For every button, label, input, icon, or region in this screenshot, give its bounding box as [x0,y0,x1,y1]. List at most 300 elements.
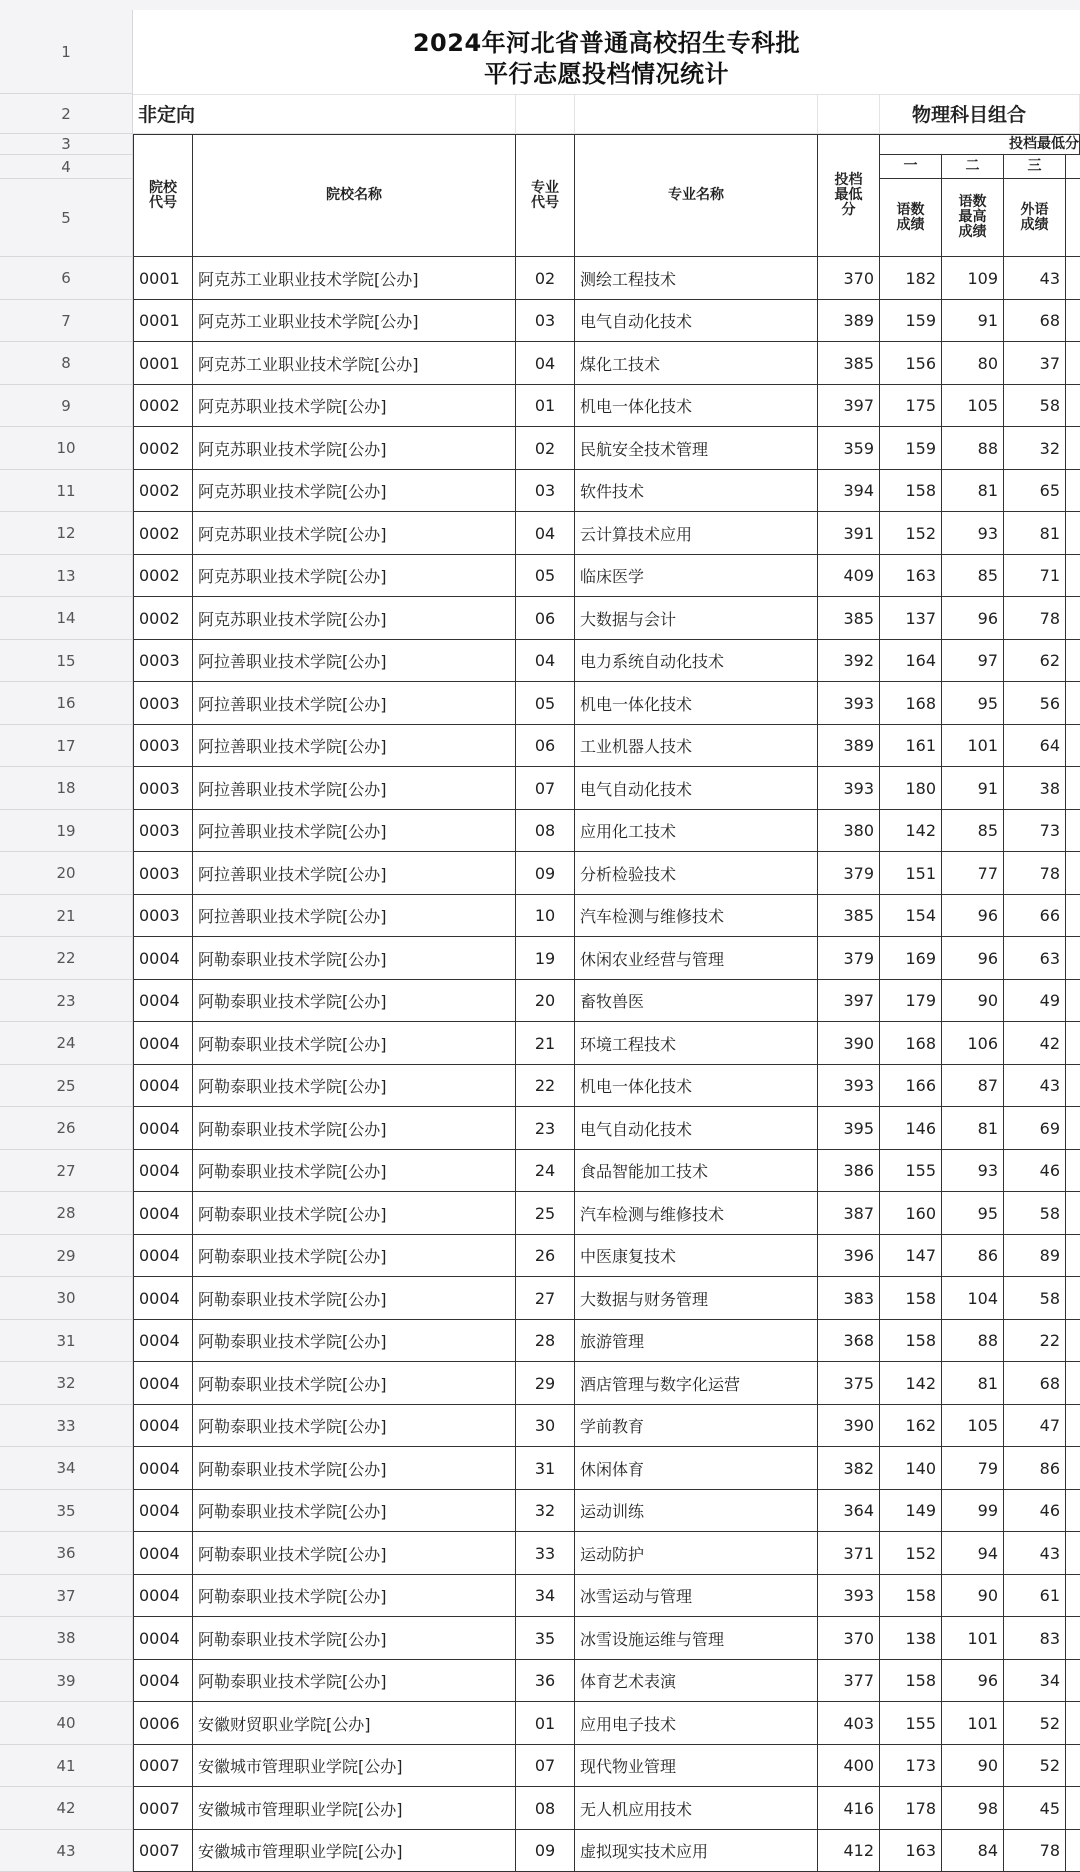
school-code-cell[interactable]: 0001 [133,257,193,300]
major-name-cell[interactable]: 休闲体育 [575,1447,818,1490]
school-name-cell[interactable]: 阿勒泰职业技术学院[公办] [193,1022,516,1065]
tiebreak-3-cell[interactable]: 38 [1004,767,1066,810]
major-code-cell[interactable]: 19 [516,937,575,980]
tiebreak-3-cell[interactable]: 58 [1004,1192,1066,1235]
major-name-cell[interactable]: 软件技术 [575,470,818,512]
tiebreak-2-cell[interactable]: 96 [942,937,1004,980]
min-score-cell[interactable]: 379 [818,852,880,895]
partial-cell[interactable] [1066,1532,1080,1575]
min-score-cell[interactable]: 390 [818,1022,880,1065]
major-code-cell[interactable]: 07 [516,1745,575,1787]
tiebreak-1-cell[interactable]: 156 [880,342,942,385]
major-name-cell[interactable]: 学前教育 [575,1405,818,1447]
school-code-cell[interactable]: 0004 [133,1405,193,1447]
major-name-cell[interactable]: 运动训练 [575,1490,818,1532]
min-score-cell[interactable]: 387 [818,1192,880,1235]
tiebreak-3-cell[interactable]: 65 [1004,470,1066,512]
empty-cell[interactable] [516,94,575,134]
row-number[interactable]: 24 [0,1022,133,1065]
row-number[interactable]: 27 [0,1150,133,1192]
tiebreak-2-cell[interactable]: 80 [942,342,1004,385]
school-code-cell[interactable]: 0003 [133,767,193,810]
tiebreak-3-cell[interactable]: 89 [1004,1235,1066,1277]
row-number[interactable]: 30 [0,1277,133,1320]
school-name-cell[interactable]: 安徽城市管理职业学院[公办] [193,1787,516,1830]
min-score-cell[interactable]: 416 [818,1787,880,1830]
tiebreak-3-cell[interactable]: 46 [1004,1490,1066,1532]
tiebreak-1-cell[interactable]: 182 [880,257,942,300]
major-name-cell[interactable]: 电气自动化技术 [575,767,818,810]
tiebreak-3-cell[interactable]: 64 [1004,725,1066,767]
school-name-cell[interactable]: 阿勒泰职业技术学院[公办] [193,1617,516,1660]
school-name-cell[interactable]: 阿克苏职业技术学院[公办] [193,385,516,427]
major-name-cell[interactable]: 大数据与财务管理 [575,1277,818,1320]
tiebreak-2-cell[interactable]: 86 [942,1235,1004,1277]
row-number[interactable]: 20 [0,852,133,895]
tiebreak-3-cell[interactable]: 62 [1004,640,1066,682]
school-name-cell[interactable]: 阿勒泰职业技术学院[公办] [193,937,516,980]
partial-cell[interactable] [1066,597,1080,640]
non-directed-label[interactable]: 非定向 [133,94,516,134]
school-code-cell[interactable]: 0002 [133,470,193,512]
row-number[interactable]: 6 [0,257,133,300]
tiebreak-2-cell[interactable]: 96 [942,597,1004,640]
school-code-cell[interactable]: 0004 [133,1532,193,1575]
school-code-cell[interactable]: 0004 [133,1192,193,1235]
tiebreak-3-cell[interactable]: 32 [1004,427,1066,470]
major-code-cell[interactable]: 31 [516,1447,575,1490]
tiebreak-1-cell[interactable]: 178 [880,1787,942,1830]
school-code-cell[interactable]: 0004 [133,1617,193,1660]
row-number[interactable]: 2 [0,94,133,134]
min-score-cell[interactable]: 396 [818,1235,880,1277]
tiebreak-1-cell[interactable]: 158 [880,470,942,512]
partial-cell[interactable] [1066,1575,1080,1617]
min-score-cell[interactable]: 403 [818,1702,880,1745]
school-code-cell[interactable]: 0007 [133,1745,193,1787]
row-number[interactable]: 18 [0,767,133,810]
partial-cell[interactable] [1066,640,1080,682]
header-major-name[interactable]: 专业名称 [575,134,818,257]
tiebreak-2-cell[interactable]: 79 [942,1447,1004,1490]
major-name-cell[interactable]: 测绘工程技术 [575,257,818,300]
major-code-cell[interactable]: 09 [516,852,575,895]
major-code-cell[interactable]: 01 [516,385,575,427]
major-name-cell[interactable]: 体育艺术表演 [575,1660,818,1702]
tiebreak-3-cell[interactable]: 86 [1004,1447,1066,1490]
tiebreak-3-cell[interactable]: 71 [1004,555,1066,597]
tiebreak-3-cell[interactable]: 78 [1004,1830,1066,1872]
tiebreak-1-cell[interactable]: 159 [880,300,942,342]
tiebreak-3-cell[interactable]: 66 [1004,895,1066,937]
tiebreak-1-cell[interactable]: 158 [880,1575,942,1617]
min-score-cell[interactable]: 371 [818,1532,880,1575]
school-name-cell[interactable]: 安徽城市管理职业学院[公办] [193,1745,516,1787]
row-number[interactable]: 12 [0,512,133,555]
tiebreak-1-cell[interactable]: 161 [880,725,942,767]
tiebreak-3-cell[interactable]: 63 [1004,937,1066,980]
school-code-cell[interactable]: 0002 [133,512,193,555]
tiebreak-2-cell[interactable]: 81 [942,1362,1004,1405]
tiebreak-1-cell[interactable]: 168 [880,682,942,725]
school-name-cell[interactable]: 阿克苏工业职业技术学院[公办] [193,342,516,385]
tiebreak-3-cell[interactable]: 46 [1004,1150,1066,1192]
row-number[interactable]: 21 [0,895,133,937]
tiebreak-1-cell[interactable]: 152 [880,512,942,555]
tiebreak-3-cell[interactable]: 47 [1004,1405,1066,1447]
tiebreak-2-cell[interactable]: 95 [942,682,1004,725]
min-score-cell[interactable]: 364 [818,1490,880,1532]
row-number[interactable]: 29 [0,1235,133,1277]
tiebreak-3-cell[interactable]: 43 [1004,1065,1066,1107]
major-code-cell[interactable]: 06 [516,597,575,640]
major-code-cell[interactable]: 05 [516,682,575,725]
empty-cell[interactable] [575,94,818,134]
tiebreak-2-cell[interactable]: 98 [942,1787,1004,1830]
school-name-cell[interactable]: 阿克苏职业技术学院[公办] [193,470,516,512]
tiebreak-2-cell[interactable]: 94 [942,1532,1004,1575]
school-code-cell[interactable]: 0004 [133,937,193,980]
tiebreak-2-cell[interactable]: 95 [942,1192,1004,1235]
row-number[interactable]: 15 [0,640,133,682]
major-code-cell[interactable]: 29 [516,1362,575,1405]
tiebreak-1-cell[interactable]: 166 [880,1065,942,1107]
major-name-cell[interactable]: 现代物业管理 [575,1745,818,1787]
tiebreak-2-cell[interactable]: 99 [942,1490,1004,1532]
tiebreak-1-cell[interactable]: 169 [880,937,942,980]
school-code-cell[interactable]: 0002 [133,427,193,470]
major-name-cell[interactable]: 无人机应用技术 [575,1787,818,1830]
major-name-cell[interactable]: 民航安全技术管理 [575,427,818,470]
min-score-cell[interactable]: 409 [818,555,880,597]
row-number[interactable]: 17 [0,725,133,767]
school-code-cell[interactable]: 0007 [133,1787,193,1830]
major-name-cell[interactable]: 大数据与会计 [575,597,818,640]
partial-cell[interactable] [1066,1320,1080,1362]
header-tiebreak-3[interactable] [1004,179,1066,257]
tiebreak-3-cell[interactable]: 78 [1004,597,1066,640]
tiebreak-2-cell[interactable]: 85 [942,555,1004,597]
tiebreak-1-cell[interactable]: 160 [880,1192,942,1235]
partial-cell[interactable] [1066,470,1080,512]
school-code-cell[interactable]: 0004 [133,1065,193,1107]
partial-cell[interactable] [1066,810,1080,852]
tiebreak-1-cell[interactable]: 179 [880,980,942,1022]
tiebreak-3-cell[interactable]: 37 [1004,342,1066,385]
major-name-cell[interactable]: 运动防护 [575,1532,818,1575]
tiebreak-2-cell[interactable]: 81 [942,470,1004,512]
tiebreak-2-cell[interactable]: 90 [942,980,1004,1022]
min-score-cell[interactable]: 389 [818,725,880,767]
tiebreak-3-cell[interactable]: 34 [1004,1660,1066,1702]
row-number[interactable]: 19 [0,810,133,852]
major-code-cell[interactable]: 05 [516,555,575,597]
major-code-cell[interactable]: 21 [516,1022,575,1065]
row-number[interactable]: 33 [0,1405,133,1447]
tiebreak-3-cell[interactable]: 22 [1004,1320,1066,1362]
partial-cell[interactable] [1066,1660,1080,1702]
row-number[interactable]: 22 [0,937,133,980]
major-name-cell[interactable]: 虚拟现实技术应用 [575,1830,818,1872]
tiebreak-2-cell[interactable]: 109 [942,257,1004,300]
min-score-cell[interactable]: 383 [818,1277,880,1320]
partial-cell[interactable] [1066,1830,1080,1872]
major-name-cell[interactable]: 冰雪设施运维与管理 [575,1617,818,1660]
tiebreak-3-cell[interactable]: 56 [1004,682,1066,725]
school-code-cell[interactable]: 0003 [133,810,193,852]
tiebreak-3-cell[interactable]: 45 [1004,1787,1066,1830]
school-name-cell[interactable]: 阿拉善职业技术学院[公办] [193,725,516,767]
school-code-cell[interactable]: 0004 [133,1320,193,1362]
row-number[interactable]: 42 [0,1787,133,1830]
major-code-cell[interactable]: 27 [516,1277,575,1320]
school-name-cell[interactable]: 阿克苏工业职业技术学院[公办] [193,257,516,300]
school-code-cell[interactable]: 0004 [133,1022,193,1065]
header-rank-2[interactable]: 二 [942,155,1004,179]
row-number[interactable]: 31 [0,1320,133,1362]
min-score-cell[interactable]: 379 [818,937,880,980]
tiebreak-1-cell[interactable]: 159 [880,427,942,470]
school-name-cell[interactable]: 阿克苏职业技术学院[公办] [193,427,516,470]
row-number[interactable]: 41 [0,1745,133,1787]
row-number[interactable]: 39 [0,1660,133,1702]
tiebreak-1-cell[interactable]: 180 [880,767,942,810]
major-code-cell[interactable]: 10 [516,895,575,937]
tiebreak-1-cell[interactable]: 163 [880,1830,942,1872]
school-name-cell[interactable]: 阿勒泰职业技术学院[公办] [193,1235,516,1277]
tiebreak-3-cell[interactable]: 43 [1004,1532,1066,1575]
school-code-cell[interactable]: 0004 [133,1235,193,1277]
tiebreak-3-cell[interactable]: 52 [1004,1702,1066,1745]
tiebreak-1-cell[interactable]: 137 [880,597,942,640]
major-name-cell[interactable]: 机电一体化技术 [575,385,818,427]
tiebreak-3-cell[interactable]: 83 [1004,1617,1066,1660]
school-name-cell[interactable]: 阿拉善职业技术学院[公办] [193,895,516,937]
min-score-cell[interactable]: 385 [818,597,880,640]
partial-cell[interactable] [1066,1745,1080,1787]
title-cell[interactable] [133,10,1080,95]
tiebreak-3-cell[interactable]: 58 [1004,1277,1066,1320]
school-code-cell[interactable]: 0004 [133,1660,193,1702]
header-min-score[interactable] [818,134,880,257]
school-code-cell[interactable]: 0004 [133,1150,193,1192]
major-code-cell[interactable]: 26 [516,1235,575,1277]
tiebreak-2-cell[interactable]: 101 [942,725,1004,767]
school-code-cell[interactable]: 0006 [133,1702,193,1745]
min-score-cell[interactable]: 368 [818,1320,880,1362]
major-name-cell[interactable]: 工业机器人技术 [575,725,818,767]
tiebreak-2-cell[interactable]: 93 [942,1150,1004,1192]
major-name-cell[interactable]: 电力系统自动化技术 [575,640,818,682]
major-name-cell[interactable]: 休闲农业经营与管理 [575,937,818,980]
tiebreak-1-cell[interactable]: 142 [880,810,942,852]
school-code-cell[interactable]: 0003 [133,725,193,767]
row-number[interactable]: 36 [0,1532,133,1575]
partial-cell[interactable] [1066,937,1080,980]
tiebreak-3-cell[interactable]: 52 [1004,1745,1066,1787]
header-partial-cell[interactable] [1066,155,1080,179]
tiebreak-3-cell[interactable]: 42 [1004,1022,1066,1065]
tiebreak-2-cell[interactable]: 81 [942,1107,1004,1150]
partial-cell[interactable] [1066,1405,1080,1447]
partial-cell[interactable] [1066,725,1080,767]
tiebreak-1-cell[interactable]: 158 [880,1320,942,1362]
tiebreak-2-cell[interactable]: 91 [942,767,1004,810]
min-score-cell[interactable]: 389 [818,300,880,342]
partial-cell[interactable] [1066,1277,1080,1320]
tiebreak-1-cell[interactable]: 168 [880,1022,942,1065]
row-number[interactable]: 4 [0,155,133,179]
tiebreak-1-cell[interactable]: 146 [880,1107,942,1150]
major-code-cell[interactable]: 35 [516,1617,575,1660]
tiebreak-3-cell[interactable]: 78 [1004,852,1066,895]
tiebreak-1-cell[interactable]: 175 [880,385,942,427]
row-number[interactable]: 32 [0,1362,133,1405]
min-score-cell[interactable]: 386 [818,1150,880,1192]
header-major-code[interactable] [516,134,575,257]
major-code-cell[interactable]: 36 [516,1660,575,1702]
row-number[interactable]: 26 [0,1107,133,1150]
partial-cell[interactable] [1066,1235,1080,1277]
school-name-cell[interactable]: 阿勒泰职业技术学院[公办] [193,1362,516,1405]
min-score-cell[interactable]: 394 [818,470,880,512]
physics-group-label[interactable]: 物理科目组合 [880,94,1080,134]
major-name-cell[interactable]: 机电一体化技术 [575,682,818,725]
tiebreak-1-cell[interactable]: 162 [880,1405,942,1447]
major-code-cell[interactable]: 03 [516,470,575,512]
school-name-cell[interactable]: 安徽财贸职业学院[公办] [193,1702,516,1745]
major-code-cell[interactable]: 08 [516,1787,575,1830]
min-score-cell[interactable]: 393 [818,682,880,725]
min-score-cell[interactable]: 382 [818,1447,880,1490]
major-name-cell[interactable]: 电气自动化技术 [575,300,818,342]
school-code-cell[interactable]: 0001 [133,342,193,385]
partial-cell[interactable] [1066,1447,1080,1490]
tiebreak-3-cell[interactable]: 73 [1004,810,1066,852]
partial-cell[interactable] [1066,1787,1080,1830]
partial-cell[interactable] [1066,682,1080,725]
row-number[interactable]: 7 [0,300,133,342]
row-number[interactable]: 11 [0,470,133,512]
partial-cell[interactable] [1066,1617,1080,1660]
tiebreak-1-cell[interactable]: 149 [880,1490,942,1532]
major-code-cell[interactable]: 02 [516,257,575,300]
tiebreak-2-cell[interactable]: 87 [942,1065,1004,1107]
major-code-cell[interactable]: 34 [516,1575,575,1617]
partial-cell[interactable] [1066,895,1080,937]
min-score-cell[interactable]: 359 [818,427,880,470]
partial-cell[interactable] [1066,385,1080,427]
header-rank-1[interactable]: 一 [880,155,942,179]
partial-cell[interactable] [1066,1490,1080,1532]
tiebreak-2-cell[interactable]: 84 [942,1830,1004,1872]
major-name-cell[interactable]: 分析检验技术 [575,852,818,895]
school-code-cell[interactable]: 0004 [133,1277,193,1320]
school-name-cell[interactable]: 阿拉善职业技术学院[公办] [193,852,516,895]
header-rank-3[interactable]: 三 [1004,155,1066,179]
partial-cell[interactable] [1066,1107,1080,1150]
major-name-cell[interactable]: 应用化工技术 [575,810,818,852]
major-name-cell[interactable]: 酒店管理与数字化运营 [575,1362,818,1405]
partial-cell[interactable] [1066,1150,1080,1192]
tiebreak-1-cell[interactable]: 154 [880,895,942,937]
major-code-cell[interactable]: 24 [516,1150,575,1192]
school-name-cell[interactable]: 阿拉善职业技术学院[公办] [193,810,516,852]
school-name-cell[interactable]: 安徽城市管理职业学院[公办] [193,1830,516,1872]
min-score-cell[interactable]: 397 [818,385,880,427]
school-name-cell[interactable]: 阿克苏职业技术学院[公办] [193,597,516,640]
major-code-cell[interactable]: 08 [516,810,575,852]
tiebreak-1-cell[interactable]: 158 [880,1660,942,1702]
tiebreak-3-cell[interactable]: 58 [1004,385,1066,427]
tiebreak-1-cell[interactable]: 152 [880,1532,942,1575]
tiebreak-1-cell[interactable]: 158 [880,1277,942,1320]
min-score-cell[interactable]: 385 [818,342,880,385]
major-code-cell[interactable]: 22 [516,1065,575,1107]
major-name-cell[interactable]: 云计算技术应用 [575,512,818,555]
partial-cell[interactable] [1066,980,1080,1022]
partial-cell[interactable] [1066,257,1080,300]
school-name-cell[interactable]: 阿勒泰职业技术学院[公办] [193,1107,516,1150]
school-name-cell[interactable]: 阿勒泰职业技术学院[公办] [193,1192,516,1235]
major-code-cell[interactable]: 30 [516,1405,575,1447]
min-score-cell[interactable]: 370 [818,1617,880,1660]
major-code-cell[interactable]: 25 [516,1192,575,1235]
tiebreak-2-cell[interactable]: 101 [942,1702,1004,1745]
school-name-cell[interactable]: 阿拉善职业技术学院[公办] [193,682,516,725]
tiebreak-1-cell[interactable]: 138 [880,1617,942,1660]
tiebreak-2-cell[interactable]: 90 [942,1745,1004,1787]
major-code-cell[interactable]: 33 [516,1532,575,1575]
school-name-cell[interactable]: 阿勒泰职业技术学院[公办] [193,1320,516,1362]
major-code-cell[interactable]: 04 [516,342,575,385]
partial-cell[interactable] [1066,512,1080,555]
header-min-score-group[interactable]: 投档最低分 [880,134,1080,155]
min-score-cell[interactable]: 400 [818,1745,880,1787]
min-score-cell[interactable]: 397 [818,980,880,1022]
tiebreak-1-cell[interactable]: 163 [880,555,942,597]
min-score-cell[interactable]: 412 [818,1830,880,1872]
major-name-cell[interactable]: 环境工程技术 [575,1022,818,1065]
tiebreak-1-cell[interactable]: 173 [880,1745,942,1787]
major-code-cell[interactable]: 06 [516,725,575,767]
partial-cell[interactable] [1066,1362,1080,1405]
tiebreak-1-cell[interactable]: 155 [880,1150,942,1192]
partial-cell[interactable] [1066,767,1080,810]
tiebreak-2-cell[interactable]: 106 [942,1022,1004,1065]
tiebreak-2-cell[interactable]: 93 [942,512,1004,555]
major-name-cell[interactable]: 旅游管理 [575,1320,818,1362]
tiebreak-2-cell[interactable]: 104 [942,1277,1004,1320]
partial-cell[interactable] [1066,342,1080,385]
major-code-cell[interactable]: 04 [516,512,575,555]
school-name-cell[interactable]: 阿勒泰职业技术学院[公办] [193,1405,516,1447]
min-score-cell[interactable]: 370 [818,257,880,300]
school-name-cell[interactable]: 阿勒泰职业技术学院[公办] [193,1065,516,1107]
school-code-cell[interactable]: 0002 [133,385,193,427]
school-name-cell[interactable]: 阿勒泰职业技术学院[公办] [193,1660,516,1702]
row-number[interactable]: 8 [0,342,133,385]
partial-cell[interactable] [1066,1702,1080,1745]
tiebreak-3-cell[interactable]: 69 [1004,1107,1066,1150]
tiebreak-1-cell[interactable]: 140 [880,1447,942,1490]
partial-cell[interactable] [1066,1192,1080,1235]
row-number[interactable]: 16 [0,682,133,725]
tiebreak-1-cell[interactable]: 164 [880,640,942,682]
min-score-cell[interactable]: 385 [818,895,880,937]
row-number[interactable]: 43 [0,1830,133,1872]
row-number[interactable]: 37 [0,1575,133,1617]
